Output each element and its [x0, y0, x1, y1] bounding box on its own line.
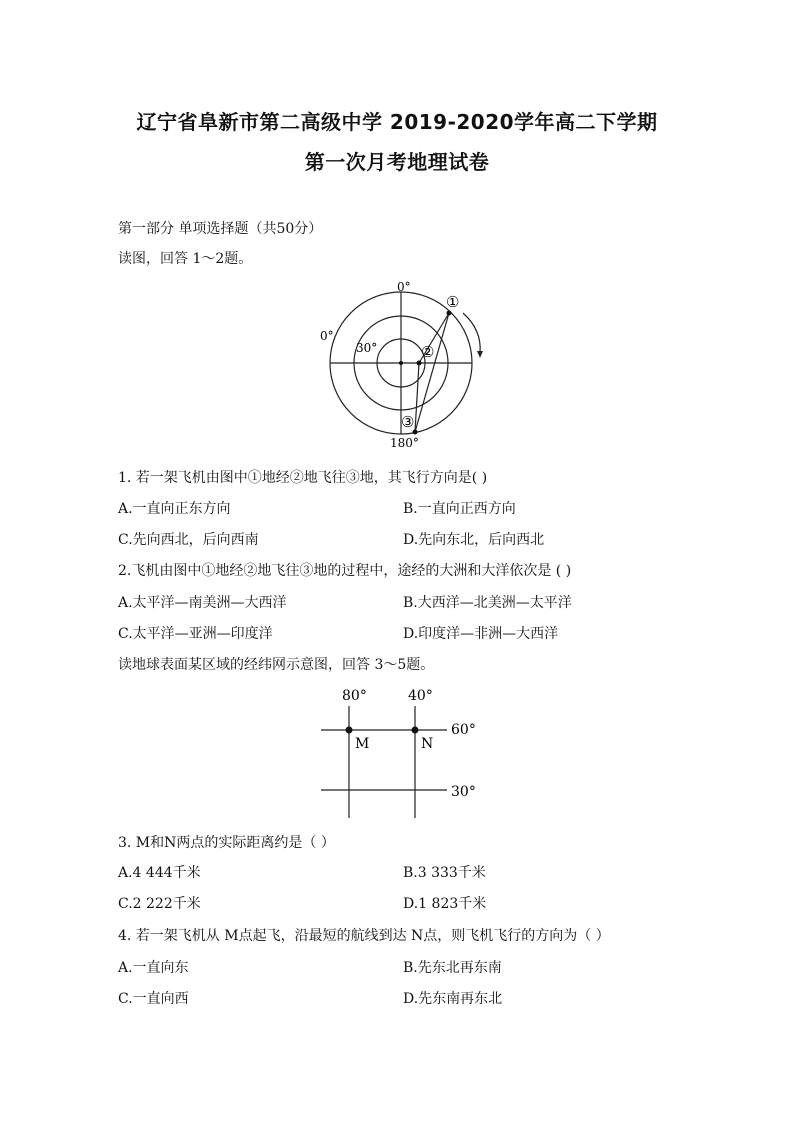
question-4-stem: 4. 若一架飞机从 M点起飞，沿最短的航线到达 N点，则飞机飞行的方向为（ ）	[118, 928, 610, 944]
label-point-n: N	[421, 736, 434, 752]
label-lat-30: 30°	[451, 784, 476, 800]
question-3-option-d: D.1 823千米	[403, 896, 487, 912]
question-1-option-b: B.一直向正西方向	[403, 501, 516, 517]
label-left-0: 0°	[320, 329, 334, 343]
polar-projection-figure	[312, 280, 502, 452]
exam-title-line2: 第一次月考地理试卷	[304, 150, 490, 174]
label-lat-60: 60°	[451, 722, 476, 738]
label-point-2: ②	[421, 343, 435, 361]
label-lon-80: 80°	[342, 688, 367, 704]
question-4-option-c: C.一直向西	[118, 991, 189, 1007]
label-lat-30: 30°	[356, 341, 378, 355]
label-point-1: ①	[446, 293, 460, 311]
label-lon-40: 40°	[408, 688, 433, 704]
point-n-dot	[412, 727, 419, 734]
question-3-option-b: B.3 333千米	[403, 865, 486, 881]
question-2-option-d: D.印度洋—非洲—大西洋	[403, 626, 559, 642]
question-2-stem: 2.飞机由图中①地经②地飞往③地的过程中，途经的大洲和大洋依次是 ( )	[118, 563, 572, 579]
question-1-option-a: A.一直向正东方向	[118, 501, 231, 517]
question-1-option-c: C.先向西北，后向西南	[118, 532, 259, 548]
rotation-arrow-head	[477, 351, 483, 358]
question-3-option-a: A.4 444千米	[118, 865, 201, 881]
question-2-option-a: A.太平洋—南美洲—大西洋	[118, 595, 287, 611]
point-1-dot	[447, 311, 452, 316]
label-top-0: 0°	[397, 280, 411, 294]
pole-dot	[399, 361, 403, 365]
question-4-option-d: D.先东南再东北	[403, 991, 503, 1007]
exam-title-line1: 辽宁省阜新市第二高级中学 2019-2020学年高二下学期	[136, 110, 658, 134]
intro-questions-1-2: 读图，回答 1～2题。	[118, 251, 253, 267]
question-4-option-b: B.先东北再东南	[403, 960, 502, 976]
graticule-figure	[312, 682, 502, 822]
section-heading: 第一部分 单项选择题（共50分）	[118, 221, 323, 237]
question-2-option-c: C.太平洋—亚洲—印度洋	[118, 626, 273, 642]
question-4-option-a: A.一直向东	[118, 960, 189, 976]
point-2-dot	[417, 361, 422, 366]
question-2-option-b: B.大西洋—北美洲—太平洋	[403, 595, 572, 611]
label-point-3: ③	[401, 413, 415, 431]
label-point-m: M	[355, 736, 370, 752]
intro-questions-3-5: 读地球表面某区域的经纬网示意图，回答 3～5题。	[118, 657, 435, 673]
label-bottom-180: 180°	[390, 436, 419, 450]
question-3-option-c: C.2 222千米	[118, 896, 201, 912]
point-m-dot	[346, 727, 353, 734]
question-1-stem: 1. 若一架飞机由图中①地经②地飞往③地，其飞行方向是( )	[118, 470, 488, 486]
route-1-3	[415, 313, 449, 432]
question-3-stem: 3. M和N两点的实际距离约是（ ）	[118, 835, 335, 851]
question-1-option-d: D.先向东北，后向西北	[403, 532, 545, 548]
